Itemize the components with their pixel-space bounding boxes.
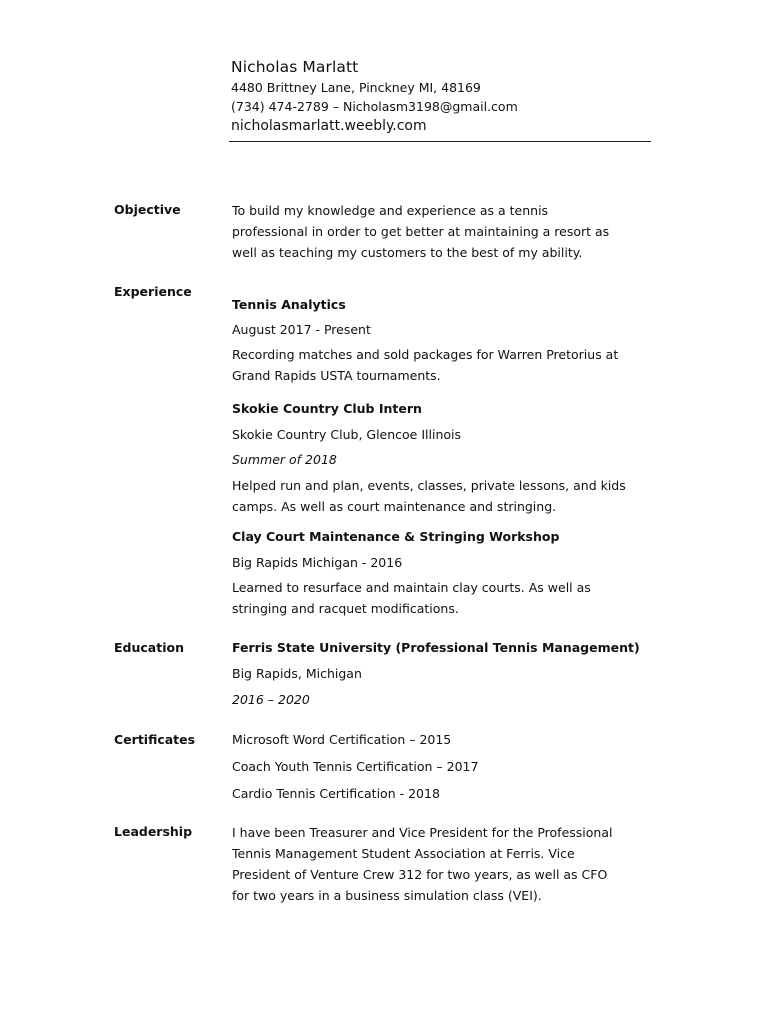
- leadership-line: I have been Treasurer and Vice President for the Professional: [232, 825, 613, 840]
- job-date: August 2017 - Present: [232, 322, 371, 337]
- certificate-item: Coach Youth Tennis Certification – 2017: [232, 759, 479, 774]
- job-entry: [232, 295, 640, 386]
- objective-line: well as teaching my customers to the best of my ability.: [232, 245, 583, 260]
- education-body: [232, 638, 640, 710]
- job-entry: [232, 527, 640, 619]
- job-description-line: Learned to resurface and maintain clay courts. As well as: [232, 580, 591, 595]
- leadership-body: [232, 822, 640, 906]
- objective-label: Objective: [114, 202, 181, 217]
- job-date: Summer of 2018: [232, 452, 337, 467]
- leadership-line: President of Venture Crew 312 for two years, as well as CFO: [232, 867, 608, 882]
- objective-line: professional in order to get better at maintaining a resort as: [232, 224, 610, 239]
- education-label: Education: [114, 640, 184, 655]
- leadership-label: Leadership: [114, 824, 193, 839]
- phone-email: (734) 474-2789 – Nicholasm3198@gmail.com: [231, 99, 518, 114]
- job-location: Skokie Country Club, Glencoe Illinois: [232, 427, 462, 442]
- job-description-line: camps. As well as court maintenance and stringing.: [232, 499, 557, 514]
- certificates-body: [232, 730, 640, 804]
- job-description-line: Grand Rapids USTA tournaments.: [232, 368, 441, 383]
- leadership-line: Tennis Management Student Association at Ferris. Vice: [232, 846, 575, 861]
- job-title: Clay Court Maintenance & Stringing Workshop: [232, 529, 560, 544]
- certificate-item: Microsoft Word Certification – 2015: [232, 732, 452, 747]
- applicant-name: Nicholas Marlatt: [231, 58, 359, 76]
- job-location-date: Big Rapids Michigan - 2016: [232, 555, 403, 570]
- job-description-line: Recording matches and sold packages for Warren Pretorius at: [232, 347, 619, 362]
- certificate-item: Cardio Tennis Certification - 2018: [232, 786, 440, 801]
- objective-line: To build my knowledge and experience as a tennis: [232, 203, 549, 218]
- education-dates: 2016 – 2020: [232, 692, 310, 707]
- school-name: Ferris State University (Professional Tennis Management): [232, 640, 640, 655]
- experience-label: Experience: [114, 284, 192, 299]
- job-entry: [232, 399, 640, 517]
- job-description-line: stringing and racquet modifications.: [232, 601, 459, 616]
- school-location: Big Rapids, Michigan: [232, 666, 362, 681]
- job-description-line: Helped run and plan, events, classes, private lessons, and kids: [232, 478, 626, 493]
- resume-header: [231, 56, 651, 136]
- header-divider: [229, 141, 651, 142]
- job-title: Skokie Country Club Intern: [232, 401, 422, 416]
- certificates-label: Certificates: [114, 732, 196, 747]
- website-link[interactable]: nicholasmarlatt.weebly.com: [231, 118, 427, 134]
- address: 4480 Brittney Lane, Pinckney MI, 48169: [231, 80, 481, 95]
- job-title: Tennis Analytics: [232, 297, 346, 312]
- leadership-line: for two years in a business simulation class (VEI).: [232, 888, 542, 903]
- objective-body: [232, 200, 640, 263]
